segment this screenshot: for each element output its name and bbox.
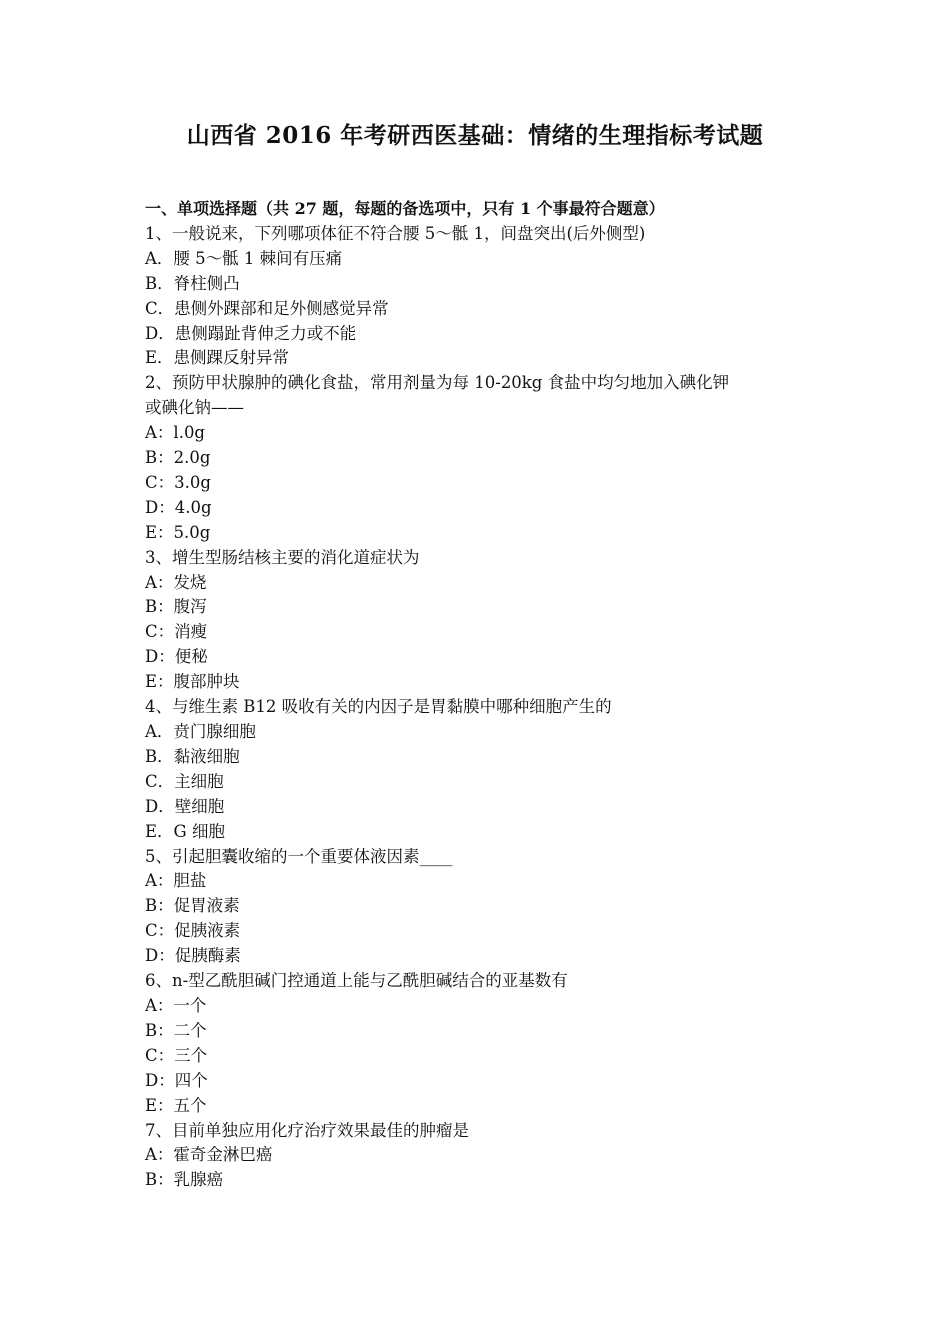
option-line: E：5.0g xyxy=(145,522,211,542)
option-line: D．壁细胞 xyxy=(145,796,225,816)
document-title: 山西省 2016 年考研西医基础：情绪的生理指标考试题 xyxy=(186,122,764,149)
question-1-stem: 1、一般说来，下列哪项体征不符合腰 5～骶 1，间盘突出(后外侧型) xyxy=(145,223,646,243)
option-line: C．患侧外踝部和足外侧感觉异常 xyxy=(145,298,389,318)
option-line: E．G 细胞 xyxy=(145,821,225,841)
option-line: E：腹部肿块 xyxy=(145,672,240,692)
question-2-stem-continued: 或碘化钠—— xyxy=(145,398,244,418)
question-4-stem: 4、与维生素 B12 吸收有关的内因子是胃黏膜中哪种细胞产生的 xyxy=(145,697,612,717)
option-line: D：促胰酶素 xyxy=(145,946,241,966)
question-6-stem: 6、n-型乙酰胆碱门控通道上能与乙酰胆碱结合的亚基数有 xyxy=(145,971,568,991)
option-line: A：一个 xyxy=(145,995,207,1015)
option-line: D：4.0g xyxy=(145,497,212,517)
option-line: D．患侧蹋趾背伸乏力或不能 xyxy=(145,323,357,343)
option-line: A：发烧 xyxy=(145,572,207,592)
question-7-stem: 7、目前单独应用化疗治疗效果最佳的肿瘤是 xyxy=(145,1120,469,1140)
question-3-stem: 3、增生型肠结核主要的消化道症状为 xyxy=(145,547,420,567)
question-5-stem: 5、引起胆囊收缩的一个重要体液因素____ xyxy=(145,846,453,866)
option-line: C：促胰液素 xyxy=(145,921,241,941)
question-list xyxy=(145,197,825,1193)
option-line: A：霍奇金淋巴癌 xyxy=(145,1145,273,1165)
option-line: B：乳腺癌 xyxy=(145,1170,224,1190)
option-line: A．腰 5～骶 1 棘间有压痛 xyxy=(145,248,343,268)
option-line: C：消瘦 xyxy=(145,622,208,642)
option-line: B．脊柱侧凸 xyxy=(145,273,240,293)
option-line: D：便秘 xyxy=(145,647,208,667)
option-line: B：2.0g xyxy=(145,448,211,468)
option-line: E．患侧踝反射异常 xyxy=(145,348,290,368)
question-2-stem: 2、预防甲状腺肿的碘化食盐，常用剂量为每 10-20kg 食盐中均匀地加入碘化钾 xyxy=(145,373,730,393)
option-line: C：3.0g xyxy=(145,472,211,492)
option-line: C：三个 xyxy=(145,1045,208,1065)
option-line: D：四个 xyxy=(145,1070,208,1090)
option-line: A：l.0g xyxy=(145,423,205,443)
section-heading: 一、单项选择题（共 27 题，每题的备选项中，只有 1 个事最符合题意） xyxy=(145,199,665,218)
option-line: A：胆盐 xyxy=(145,871,207,891)
option-line: B．黏液细胞 xyxy=(145,746,240,766)
option-line: C．主细胞 xyxy=(145,771,224,791)
option-line: B：二个 xyxy=(145,1020,207,1040)
option-line: B：腹泻 xyxy=(145,597,207,617)
option-line: A．贲门腺细胞 xyxy=(145,722,256,742)
option-line: E：五个 xyxy=(145,1095,207,1115)
option-line: B：促胃液素 xyxy=(145,896,240,916)
